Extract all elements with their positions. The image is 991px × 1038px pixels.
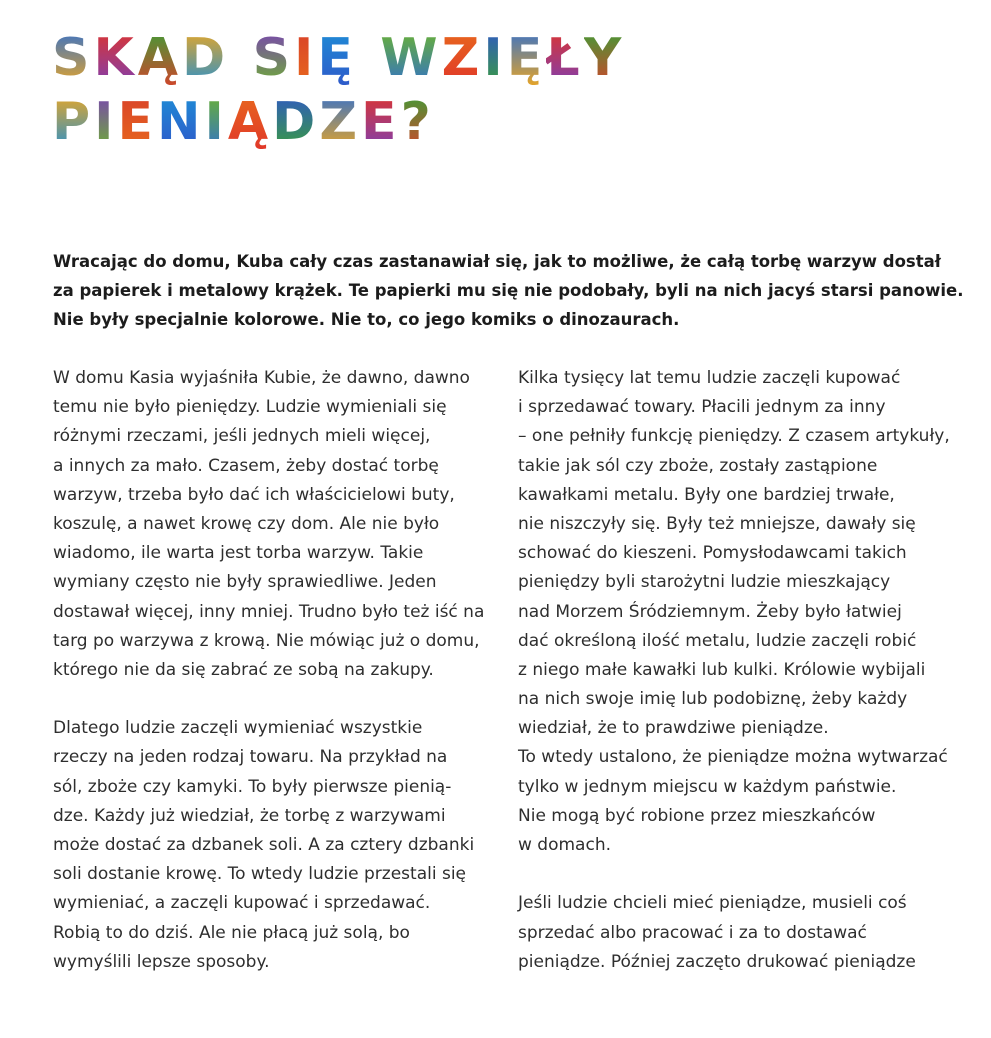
text-line: wymieniać, a zaczęli kupować i sprzedawać. bbox=[53, 893, 431, 914]
text-line: dostawał więcej, inny mniej. Trudno było też iść na bbox=[53, 601, 485, 622]
text-line: może dostać za dzbanek soli. A za cztery dzbanki bbox=[53, 835, 475, 855]
text-line: wiadomo, ile warta jest torba warzyw. Takie bbox=[53, 543, 424, 564]
text-line: na nich swoje imię lub podobiznę, żeby każdy bbox=[518, 689, 908, 710]
text-line: a innych za mało. Czasem, żeby dostać torbę bbox=[53, 455, 439, 476]
lead-line: Wracając do domu, Kuba cały czas zastanawiał się, jak to możliwe, że całą torbę warzyw dostał bbox=[53, 252, 941, 271]
text-line: schować do kieszeni. Pomysłodawcami takich bbox=[518, 543, 907, 564]
text-line: kawałkami metalu. Były one bardziej trwałe, bbox=[518, 484, 895, 505]
text-line: – one pełniły funkcję pieniędzy. Z czasem artykuły, bbox=[518, 426, 950, 447]
paragraph-gap bbox=[518, 860, 958, 889]
text-line: nad Morzem Śródziemnym. Żeby było łatwiej bbox=[518, 601, 902, 622]
text-line: To wtedy ustalono, że pieniądze można wytwarzać bbox=[518, 747, 948, 768]
text-line: pieniędzy byli starożytni ludzie mieszkający bbox=[518, 572, 891, 593]
text-line: Jeśli ludzie chcieli mieć pieniądze, musieli coś bbox=[518, 893, 907, 914]
text-line: i sprzedawać towary. Płacili jednym za inny bbox=[518, 397, 886, 418]
lead-line: za papierek i metalowy krążek. Te papierki mu się nie podobały, byli na nich jacyś starsi panowie. bbox=[53, 281, 964, 300]
paragraph-gap bbox=[53, 685, 483, 714]
text-line: Robią to do dziś. Ale nie płacą już solą, bo bbox=[53, 922, 410, 943]
text-line: różnymi rzeczami, jeśli jednych mieli więcej, bbox=[53, 426, 431, 447]
text-line: z niego małe kawałki lub kulki. Królowie wybijali bbox=[518, 659, 926, 680]
text-line: tylko w jednym miejscu w każdym państwie. bbox=[518, 776, 897, 797]
text-line: dać określoną ilość metalu, ludzie zaczęli robić bbox=[518, 630, 917, 651]
text-line: temu nie było pieniędzy. Ludzie wymieniali się bbox=[53, 397, 447, 418]
text-line: W domu Kasia wyjaśniła Kubie, że dawno, dawno bbox=[53, 368, 470, 388]
text-line: wiedział, że to prawdziwe pieniądze. bbox=[518, 718, 829, 739]
text-line: pieniądze. Później zaczęto drukować pieniądze bbox=[518, 951, 916, 972]
text-line: sprzedać albo pracować i za to dostawać bbox=[518, 922, 867, 943]
text-line: wymyślili lepsze sposoby. bbox=[53, 951, 270, 972]
left-text-column bbox=[53, 364, 483, 977]
text-line: warzyw, trzeba było dać ich właścicielowi buty, bbox=[53, 484, 455, 505]
text-line: wymiany często nie były sprawiedliwe. Jeden bbox=[53, 572, 437, 593]
text-line: dze. Każdy już wiedział, że torbę z warzywami bbox=[53, 805, 446, 826]
text-line: sól, zboże czy kamyki. To były pierwsze pienią- bbox=[53, 776, 452, 797]
text-line: którego nie da się zabrać ze sobą na zakupy. bbox=[53, 659, 434, 680]
text-line: takie jak sól czy zboże, zostały zastąpione bbox=[518, 455, 878, 476]
lead-paragraph bbox=[53, 247, 964, 334]
text-line: Dlatego ludzie zaczęli wymieniać wszystkie bbox=[53, 718, 423, 739]
text-line: soli dostanie krowę. To wtedy ludzie przestali się bbox=[53, 864, 467, 885]
text-line: Kilka tysięcy lat temu ludzie zaczęli kupować bbox=[518, 368, 901, 388]
title-line-1: SKĄD SIĘ WZIĘŁY bbox=[52, 28, 626, 88]
lead-line: Nie były specjalnie kolorowe. Nie to, co jego komiks o dinozaurach. bbox=[53, 310, 680, 329]
right-text-column bbox=[518, 364, 958, 977]
text-line: w domach. bbox=[518, 835, 612, 855]
text-line: Nie mogą być robione przez mieszkańców bbox=[518, 805, 876, 826]
text-line: koszulę, a nawet krowę czy dom. Ale nie było bbox=[53, 513, 440, 534]
text-line: nie niszczyły się. Były też mniejsze, dawały się bbox=[518, 513, 916, 534]
text-line: rzeczy na jeden rodzaj towaru. Na przykład na bbox=[53, 747, 448, 768]
text-line: targ po warzywa z krową. Nie mówiąc już o domu, bbox=[53, 630, 480, 651]
title-line-2: PIENIĄDZE? bbox=[52, 92, 435, 152]
page-title bbox=[52, 26, 625, 154]
